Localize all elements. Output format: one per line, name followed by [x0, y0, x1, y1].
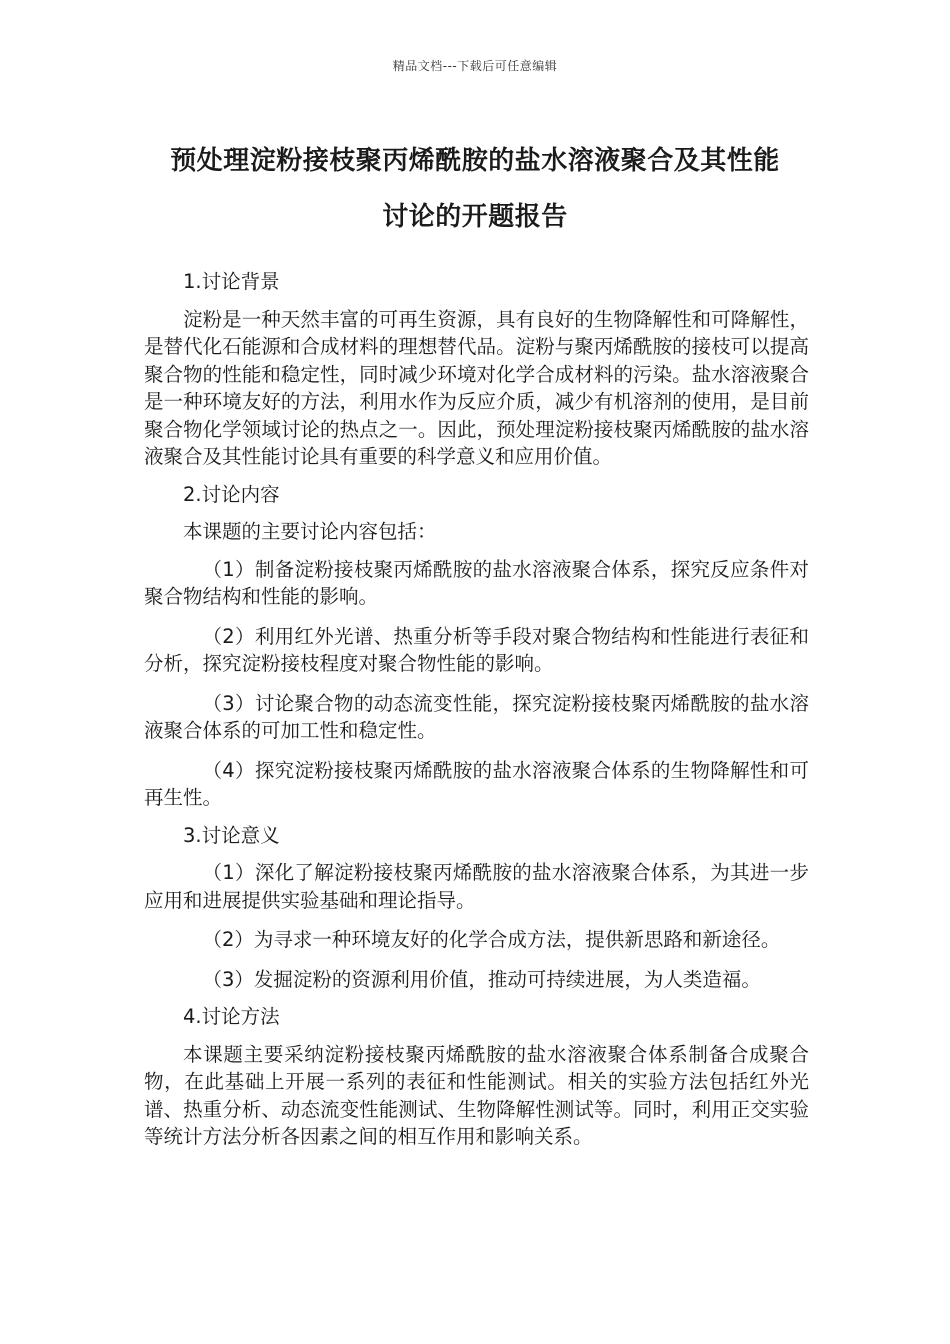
background-paragraph: 淀粉是一种天然丰富的可再生资源，具有良好的生物降解性和可降解性，是替代化石能源和合成材料的理想替代品。淀粉与聚丙烯酰胺的接枝可以提高聚合物的性能和稳定性，同时减少环境对化学合成材料的污染。盐水溶液聚合是一种环境友好的方法，利用水作为反应介质，减少有机溶剂的使用，是目前聚合物化学领域讨论的热点之一。因此，预处理淀粉接枝聚丙烯酰胺的盐水溶液聚合及其性能讨论具有重要的科学意义和应用价值。	[144, 307, 809, 468]
significance-item-2: （2）为寻求一种环境友好的化学合成方法，提供新思路和新途径。	[202, 928, 781, 951]
content-item-4: （4）探究淀粉接枝聚丙烯酰胺的盐水溶液聚合体系的生物降解性和可再生性。	[144, 758, 809, 809]
section-heading-background: 1.讨论背景	[183, 270, 280, 293]
page-header: 精品文档---下载后可任意编辑	[392, 59, 558, 73]
content-item-2: （2）利用红外光谱、热重分析等手段对聚合物结构和性能进行表征和分析，探究淀粉接枝程度对聚合物性能的影响。	[144, 624, 809, 675]
significance-item-3: （3）发掘淀粉的资源利用价值，推动可持续进展，为人类造福。	[202, 967, 761, 991]
title-line-2: 讨论的开题报告	[382, 202, 568, 232]
section-heading-significance: 3.讨论意义	[183, 823, 280, 847]
document-body	[144, 268, 809, 1161]
content-item-1: （1）制备淀粉接枝聚丙烯酰胺的盐水溶液聚合体系，探究反应条件对聚合物结构和性能的影响。	[144, 557, 809, 608]
section-heading-methods: 4.讨论方法	[183, 1005, 280, 1028]
methods-paragraph: 本课题主要采纳淀粉接枝聚丙烯酰胺的盐水溶液聚合体系制备合成聚合物，在此基础上开展一系列的表征和性能测试。相关的实验方法包括红外光谱、热重分析、动态流变性能测试、生物降解性测试等。同时，利用正交实验等统计方法分析各因素之间的相互作用和影响关系。	[144, 1042, 809, 1148]
significance-item-1: （1）深化了解淀粉接枝聚丙烯酰胺的盐水溶液聚合体系，为其进一步应用和进展提供实验基础和理论指导。	[144, 861, 809, 912]
section-heading-content: 2.讨论内容	[183, 482, 280, 506]
content-intro: 本课题的主要讨论内容包括：	[183, 520, 437, 543]
document-title	[120, 133, 830, 245]
content-item-3: （3）讨论聚合物的动态流变性能，探究淀粉接枝聚丙烯酰胺的盐水溶液聚合体系的可加工性和稳定性。	[144, 691, 809, 742]
title-line-1: 预处理淀粉接枝聚丙烯酰胺的盐水溶液聚合及其性能	[170, 146, 780, 176]
